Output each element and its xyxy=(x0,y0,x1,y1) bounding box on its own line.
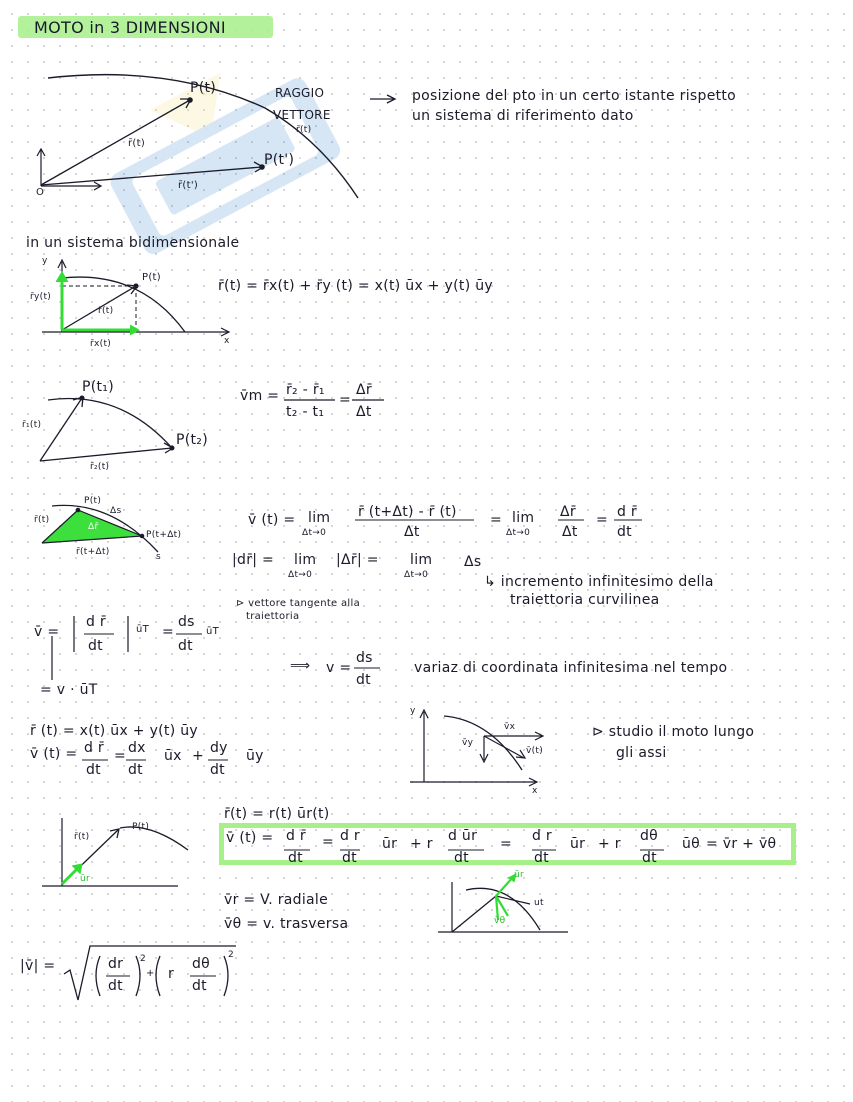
abs-rhs: Δs xyxy=(464,554,482,570)
s6-den2: dt xyxy=(128,762,143,778)
s7-v-lhs: v̄ (t) = xyxy=(226,830,274,846)
s7-n2: d r xyxy=(340,828,360,844)
s6-ux: ūx xyxy=(164,748,182,764)
axis-x-6: x xyxy=(532,786,538,796)
mag-exp1: 2 xyxy=(140,954,147,964)
label-p-t-prime: P(t') xyxy=(264,152,295,168)
lim-sub-3: Δt→0 xyxy=(288,570,313,580)
s7-ur2: ūr xyxy=(570,836,586,852)
vm-num1: r̄₂ - r̄₁ xyxy=(286,382,325,398)
s7-eq1: = xyxy=(322,834,335,850)
v5-ut2: ūT xyxy=(206,626,220,637)
s6-note-2: gli assi xyxy=(616,745,667,761)
v5-implies: ⟹ xyxy=(290,658,311,674)
raggio-line2: VETTORE xyxy=(273,108,331,122)
lim-4: lim xyxy=(410,552,433,568)
v5-eq: = xyxy=(162,624,175,640)
abs-lhs: |dr̄| = xyxy=(232,552,275,568)
s7-n4: d r xyxy=(532,828,552,844)
desc-line1: posizione del pto in un certo istante rispetto xyxy=(412,88,737,104)
mag-plus: + xyxy=(146,968,155,979)
s7-n3: d ūr xyxy=(448,828,478,844)
frac-a-num: r̄ (t+Δt) - r̄ (t) xyxy=(358,504,457,520)
lim-2: lim xyxy=(512,510,535,526)
label-p2: P(t₂) xyxy=(176,432,208,448)
s7-plus2: + r xyxy=(598,836,621,852)
s6-num1: d r̄ xyxy=(84,740,104,756)
label-p1: P(t₁) xyxy=(82,379,114,395)
s7-d4: dt xyxy=(534,850,549,866)
label-vtheta-diagram: v̄θ xyxy=(494,916,506,926)
s6-den3: dt xyxy=(210,762,225,778)
heading-bidimensional: in un sistema bidimensionale xyxy=(26,235,240,251)
axis-x-2: x xyxy=(224,336,230,346)
vm-eq: = xyxy=(339,392,352,408)
label-vx: v̄x xyxy=(504,722,516,732)
mag-exp2: 2 xyxy=(228,950,235,960)
s7-ur: ūr xyxy=(382,836,398,852)
s6-line1: r̄ (t) = x(t) ūx + y(t) ūy xyxy=(30,723,198,739)
s7-line1: r̄(t) = r(t) ūr(t) xyxy=(224,806,330,822)
label-dr: Δr̄ xyxy=(88,522,99,532)
eq-4-1: = xyxy=(490,512,503,528)
s7-d5: dt xyxy=(642,850,657,866)
s6-v-lhs: v̄ (t) = xyxy=(30,746,78,762)
frac-c-den: dt xyxy=(617,524,632,540)
axis-y-6: y xyxy=(410,706,416,716)
label-p-tdt: P(t+Δt) xyxy=(146,530,182,540)
s7-d3: dt xyxy=(454,850,469,866)
mag-r: r xyxy=(168,966,175,982)
frac-a-den: Δt xyxy=(404,524,420,540)
abs-mid: |Δr̄| = xyxy=(336,552,379,568)
s7-n1: d r̄ xyxy=(286,828,306,844)
label-ut-diagram: ut xyxy=(534,898,544,908)
frac-b-num: Δr̄ xyxy=(560,504,576,520)
v5-num3: ds xyxy=(356,650,373,666)
vm-den2: Δt xyxy=(356,404,372,420)
label-r2: r̄₂(t) xyxy=(90,462,110,472)
s7-d1: dt xyxy=(288,850,303,866)
label-ur-diagram: ūr xyxy=(514,870,525,880)
v5-den: dt xyxy=(88,638,103,654)
v5-den3: dt xyxy=(356,672,371,688)
label-p-t: P(t) xyxy=(190,80,217,96)
v5-ut: ūT xyxy=(136,624,150,635)
lim-1: lim xyxy=(308,510,331,526)
lim-3: lim xyxy=(294,552,317,568)
note-line2: traiettoria curvilinea xyxy=(510,592,660,608)
mag-d2: dt xyxy=(192,978,207,994)
s6-plus: + xyxy=(192,748,205,764)
s7-utheta: ūθ xyxy=(682,836,701,852)
mag-n2: dθ xyxy=(192,956,211,972)
s6-den1: dt xyxy=(86,762,101,778)
v5-den2: dt xyxy=(178,638,193,654)
v5-num: d r̄ xyxy=(86,614,106,630)
s7-eq2: = xyxy=(500,836,513,852)
vm-lhs: v̄m = xyxy=(240,388,280,404)
label-p-t-4: P(t) xyxy=(84,496,102,506)
vm-num2: Δr̄ xyxy=(356,382,372,398)
eq-4-2: = xyxy=(596,512,609,528)
label-p-t-7: P(t) xyxy=(132,822,150,832)
label-r-tdt: r̄(t+Δt) xyxy=(76,547,110,557)
axis-y-2: y xyxy=(42,256,48,266)
label-s: s xyxy=(156,552,161,562)
desc-line2: un sistema di riferimento dato xyxy=(412,108,634,124)
v5-num2: ds xyxy=(178,614,195,630)
label-r1: r̄₁(t) xyxy=(22,420,42,430)
frac-c-num: d r̄ xyxy=(617,504,637,520)
label-r-t-7: r̄(t) xyxy=(74,832,90,842)
label-ry: r̄y(t) xyxy=(30,292,52,302)
s6-num3: dy xyxy=(210,740,228,756)
label-ur-7: ūr xyxy=(80,874,91,884)
s7-d2: dt xyxy=(342,850,357,866)
raggio-line1: RAGGIO xyxy=(275,86,325,100)
s7-rhs: = v̄r + v̄θ xyxy=(706,836,777,852)
raggio-line3: r̄(t) xyxy=(296,125,312,135)
s7-n5: dθ xyxy=(640,828,659,844)
v5-v-eq: v = xyxy=(326,660,352,676)
s6-uy: ūy xyxy=(246,748,264,764)
v-lhs: v̄ (t) = xyxy=(248,512,296,528)
mag-n1: dr xyxy=(108,956,124,972)
label-rx: r̄x(t) xyxy=(90,339,112,349)
label-r-t-4: r̄(t) xyxy=(34,515,50,525)
s6-num2: dx xyxy=(128,740,146,756)
lim-sub-4: Δt→0 xyxy=(404,570,429,580)
v5-eq-line: = v · ūT xyxy=(40,682,98,698)
mag-d1: dt xyxy=(108,978,123,994)
v5-desc: variaz di coordinata infinitesima nel tempo xyxy=(414,660,728,676)
page-title: MOTO in 3 DIMENSIONI xyxy=(34,18,226,37)
vtheta-def: v̄θ = v. trasversa xyxy=(224,916,349,932)
label-r-2: r̄(t) xyxy=(98,306,114,316)
label-vy: v̄y xyxy=(462,738,474,748)
frac-b-den: Δt xyxy=(562,524,578,540)
label-vt: v̄(t) xyxy=(526,746,544,756)
v-eq-lhs: v̄ = xyxy=(34,624,60,640)
label-r-t-prime: r̄(t') xyxy=(178,180,199,191)
label-ds: Δs xyxy=(110,506,122,516)
label-origin: O xyxy=(36,187,45,198)
label-p-t-2: P(t) xyxy=(142,272,161,283)
mag-lhs: |v̄| = xyxy=(20,958,56,974)
vr-def: v̄r = V. radiale xyxy=(224,892,329,908)
formula-bidimensional: r̄(t) = r̄x(t) + r̄y (t) = x(t) ūx + y(t) ūy xyxy=(218,278,493,294)
note-line1: ↳ incremento infinitesimo della xyxy=(484,574,714,590)
lim-sub-1: Δt→0 xyxy=(302,528,327,538)
tangent-note-1: ⊳ vettore tangente alla xyxy=(236,598,360,609)
s6-note-1: ⊳ studio il moto lungo xyxy=(592,724,755,740)
s6-eq: = xyxy=(114,748,127,764)
s7-plus1: + r xyxy=(410,836,433,852)
label-r-t: r̄(t) xyxy=(128,138,146,149)
lim-sub-2: Δt→0 xyxy=(506,528,531,538)
tangent-note-2: traiettoria xyxy=(246,611,300,622)
vm-den1: t₂ - t₁ xyxy=(286,404,325,420)
